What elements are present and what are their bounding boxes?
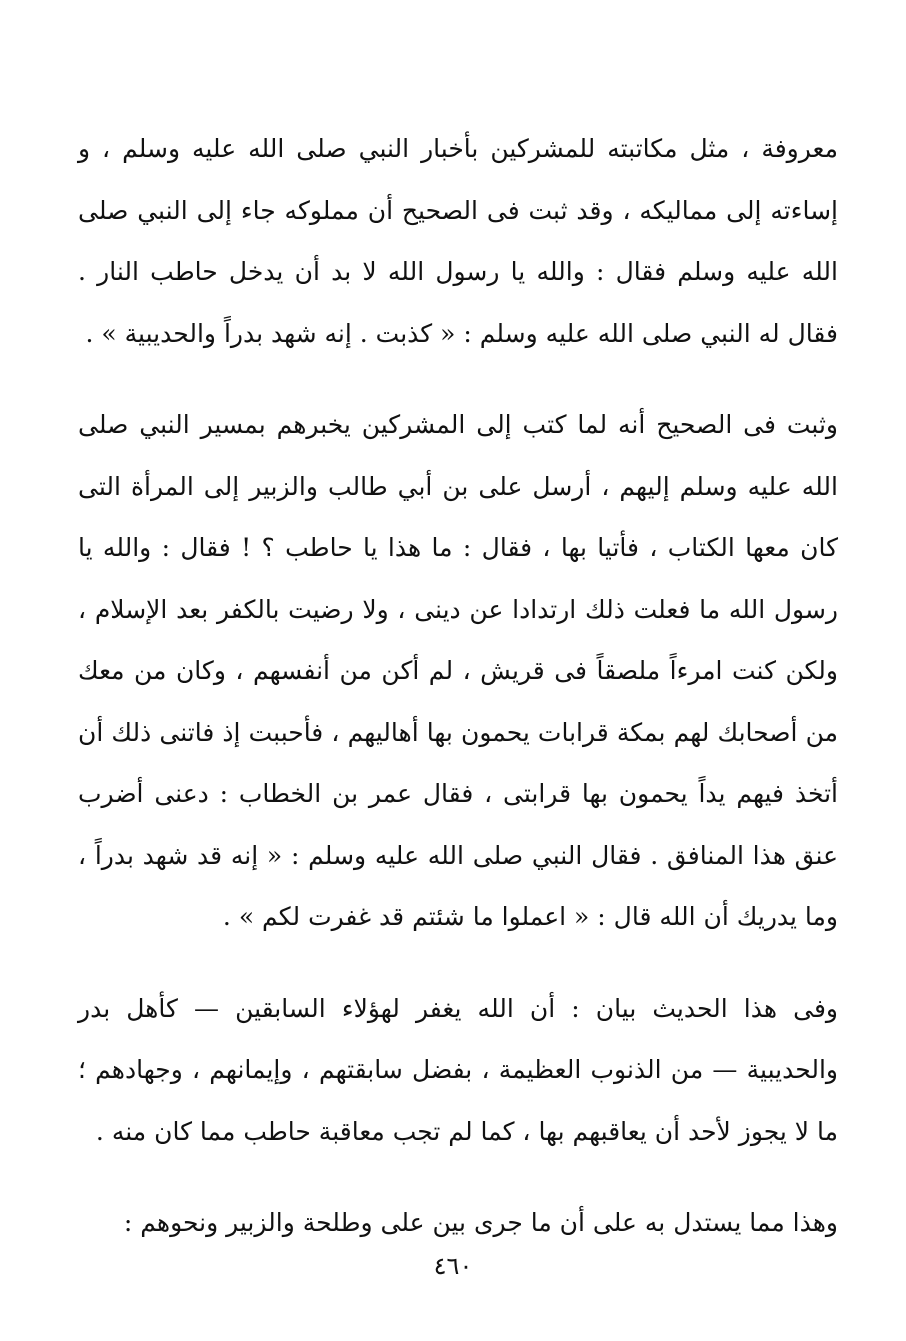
page-body <box>78 118 838 1254</box>
paragraph-4: وهذا مما يستدل به على أن ما جرى بين على وطلحة والزبير ونحوهم : <box>123 1208 838 1237</box>
paragraph-3: وفى هذا الحديث بيان : أن الله يغفر لهؤلاء السابقين — كأهل بدر والحديبية — من الذنوب العظيمة ، بفضل سابقتهم ، وإيمانهم ، وجهادهم ؛ ما لا يجوز لأحد أن يعاقبهم بها ، كما لم تجب معاقبة حاطب مما كان منه . <box>78 993 838 1146</box>
paragraph-2: وثبت فى الصحيح أنه لما كتب إلى المشركين يخبرهم بمسير النبي صلى الله عليه وسلم إليهم ، أرسل على بن أبي طالب والزبير إلى المرأة التى كان معها الكتاب ، فأتيا بها ، فقال : ما هذا يا حاطب ؟ ! فقال : والله يا رسول الله ما فعلت ذلك ارتدادا عن دينى ، ولا رضيت بالكفر بعد الإسلام ، ولكن كنت امرءاً ملصقاً فى قريش ، لم أكن من أنفسهم ، وكان من معك من أصحابك لهم بمكة قرابات يحمون بها أهاليهم ، فأحببت إذ فاتنى ذلك أن أتخذ فيهم يداً يحمون بها قرابتى ، فقال عمر بن الخطاب : دعنى أضرب عنق هذا المنافق . فقال النبي صلى الله عليه وسلم : « إنه قد شهد بدراً ، وما يدريك أن الله قال : « اعملوا ما شئتم قد غفرت لكم » . <box>78 410 838 931</box>
paragraph-1: معروفة ، مثل مكاتبته للمشركين بأخبار النبي صلى الله عليه وسلم ، و إساءته إلى مماليكه ، وقد ثبت فى الصحيح أن مملوكه جاء إلى النبي صلى الله عليه وسلم فقال : والله يا رسول الله لا بد أن يدخل حاطب النار . فقال له النبي صلى الله عليه وسلم : « كذبت . إنه شهد بدراً والحديبية » . <box>78 134 838 348</box>
page-number: ٤٦٠ <box>433 1252 473 1280</box>
